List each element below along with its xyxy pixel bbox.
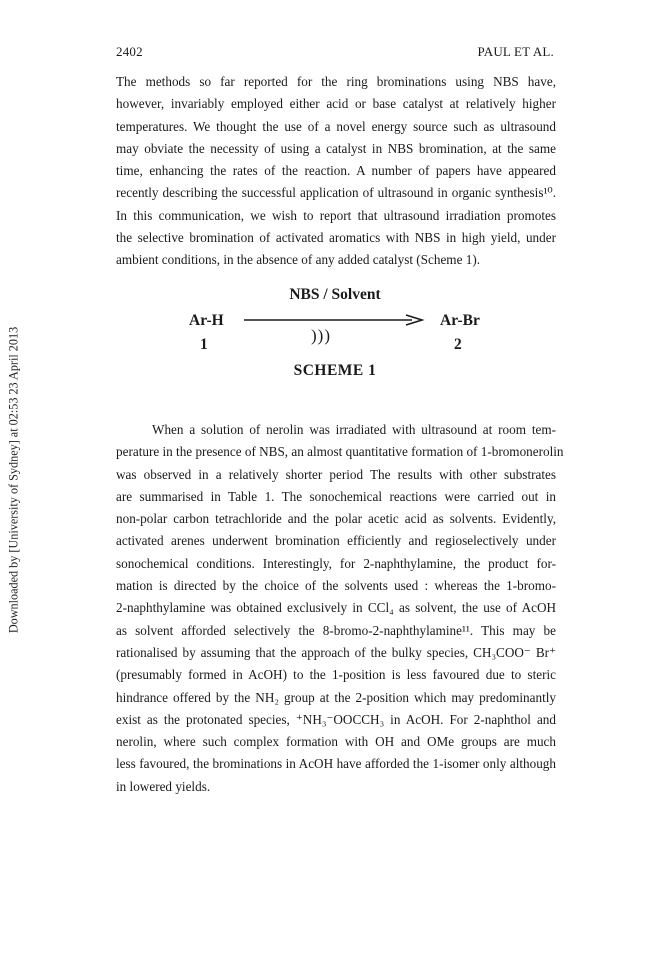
text-line: hindrance offered by the NH₂ group at the 2-position which may predominantly: [116, 689, 556, 705]
text-line: 2-naphthylamine was obtained exclusively in CCl₄ as solvent, the use of AcOH: [116, 600, 556, 616]
scheme-product: Ar-Br: [440, 312, 480, 329]
text-line: perature in the presence of NBS, an almost quantitative formation of 1-bromonerolin: [116, 444, 564, 460]
paragraph-results: [116, 419, 564, 798]
text-line: nerolin, where such complex formation with OH and OMe groups are much: [116, 734, 556, 750]
text-line: was observed in a relatively shorter period The results with other substrates: [116, 466, 556, 482]
text-line: activated arenes underwent bromination efficiently and regioselectively under: [116, 533, 556, 549]
text-line: When a solution of nerolin was irradiated with ultrasound at room tem-: [152, 422, 556, 437]
text-line: the selective bromination of activated aromatics with NBS in high yield, under: [116, 230, 556, 246]
text-line: rationalised by assuming that the approach of the bulky species, CH₃COO⁻ Br⁺: [116, 644, 556, 660]
running-title: PAUL ET AL.: [477, 44, 554, 59]
text-line: non-polar carbon tetrachloride and the polar acetic acid as solvents. Evidently,: [116, 511, 556, 527]
text-line: are summarised in Table 1. The sonochemical reactions were carried out in: [116, 488, 556, 504]
scheme-caption: SCHEME 1: [293, 362, 377, 379]
download-watermark: [7, 300, 21, 660]
text-line: in lowered yields.: [116, 778, 211, 794]
page-number: 2402: [116, 44, 143, 59]
text-line: In this communication, we wish to report that ultrasound irradiation promotes: [116, 207, 556, 223]
text-line: (presumably formed in AcOH) to the 1-position is less favoured due to steric: [116, 667, 556, 683]
text-line: exist as the protonated species, ⁺NH₃⁻OOCCH₃ in AcOH. For 2-naphthol and: [116, 711, 556, 727]
reaction-arrow: [240, 312, 430, 328]
paragraph-intro: [116, 71, 556, 272]
text-line: The methods so far reported for the ring brominations using NBS have,: [116, 74, 556, 89]
scheme-product-number: 2: [454, 336, 462, 353]
download-watermark-text: Downloaded by [University of Sydney] at 02:53 23 April 2013: [6, 326, 21, 634]
scheme-reactant: Ar-H: [189, 312, 224, 329]
text-line: less favoured, the brominations in AcOH have afforded the 1-isomer only although: [116, 756, 556, 772]
text-line: recently describing the successful application of ultrasound in organic synthesis¹⁰.: [116, 185, 556, 201]
text-line: mation is directed by the choice of the solvents used : whereas the 1-bromo-: [116, 578, 556, 594]
text-line: temperatures. We thought the use of a novel energy source such as ultrasound: [116, 118, 556, 134]
scheme-reactant-number: 1: [200, 336, 208, 353]
text-line: time, enhancing the rates of the reaction. A number of papers have appeared: [116, 163, 556, 179]
text-line: sonochemical conditions. Interestingly, for 2-naphthylamine, the product for-: [116, 555, 556, 571]
text-line: may obviate the necessity of using a catalyst in NBS bromination, at the same: [116, 140, 556, 156]
text-line: ambient conditions, in the absence of any added catalyst (Scheme 1).: [116, 252, 481, 268]
text-line: however, invariably employed either acid or base catalyst at relatively higher: [116, 96, 556, 112]
ultrasound-symbol: ))): [311, 326, 331, 345]
scheme-reagents: NBS / Solvent: [289, 286, 381, 303]
text-line: as solvent afforded selectively the 8-bromo-2-naphthylamine¹¹. This may be: [116, 622, 556, 638]
